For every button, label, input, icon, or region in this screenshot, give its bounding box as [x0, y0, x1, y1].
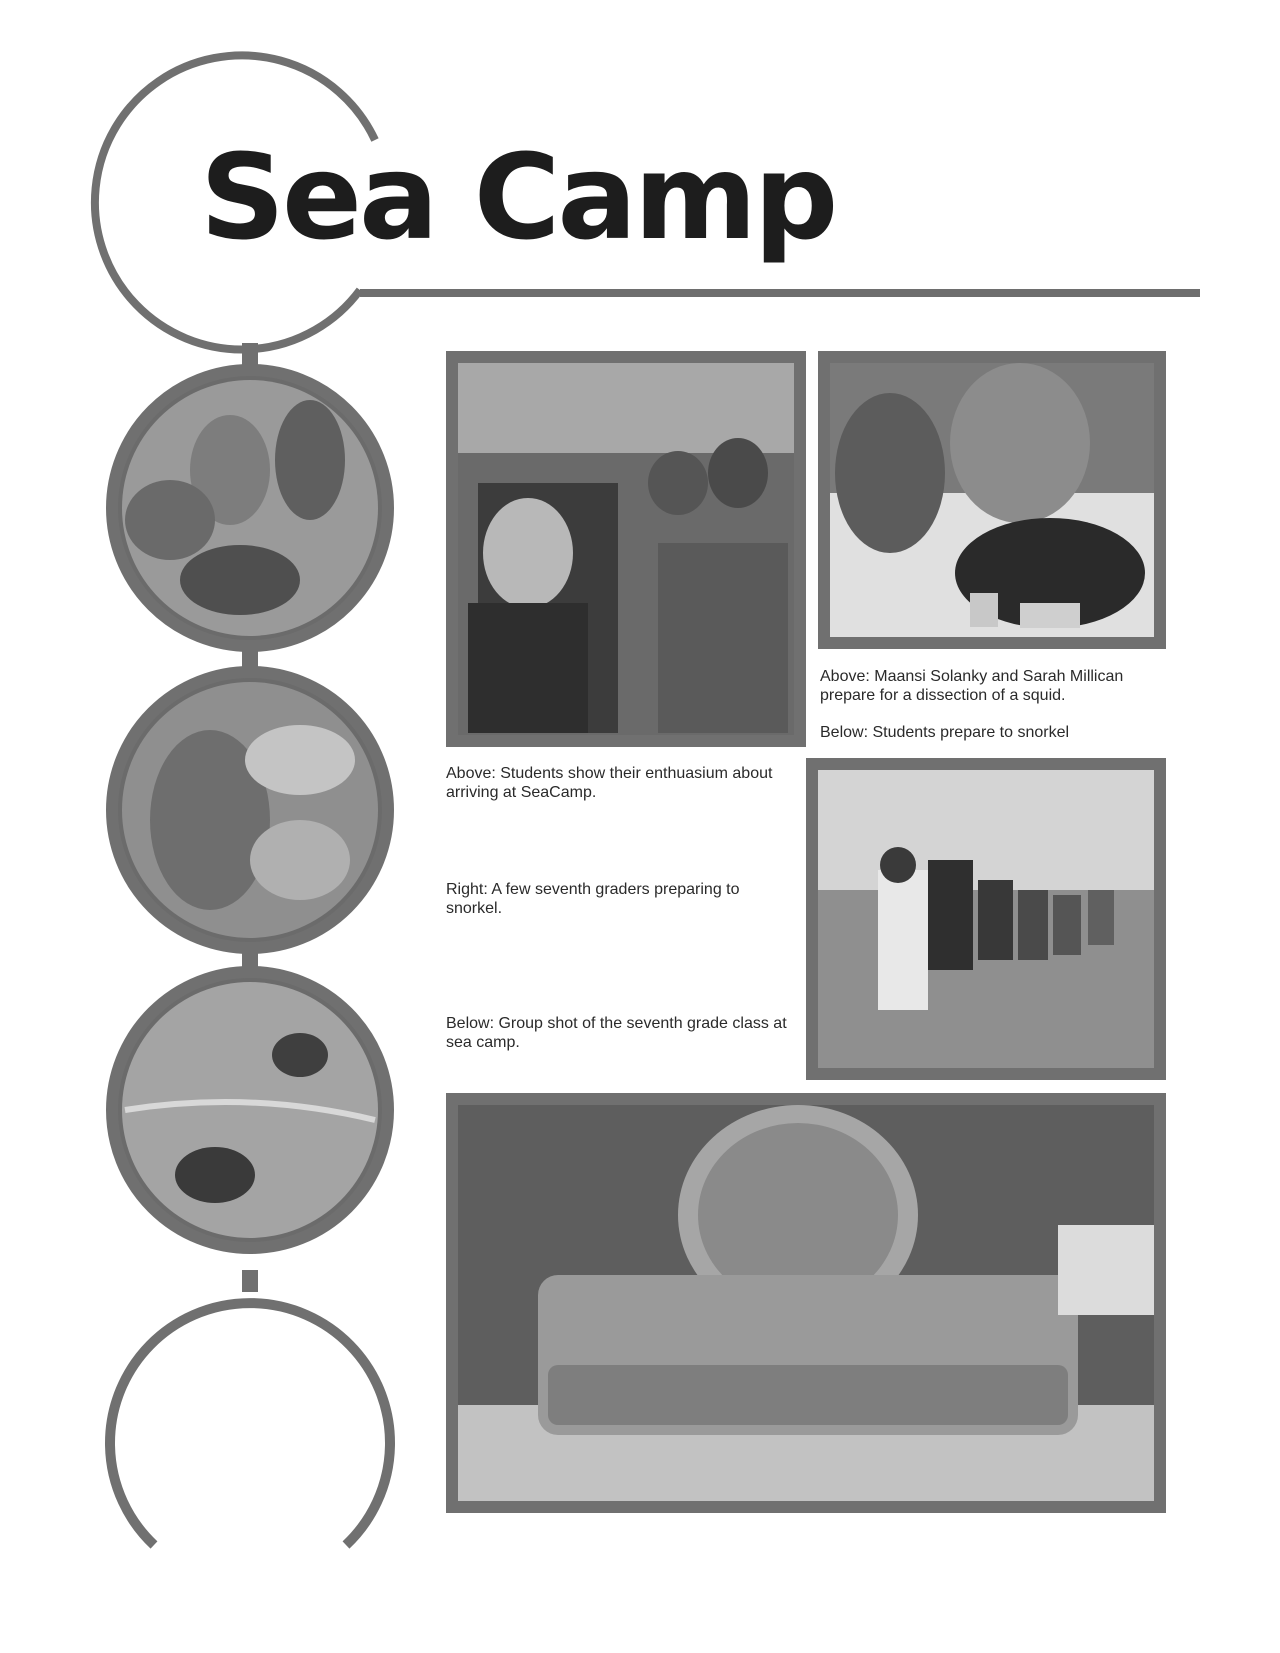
dissection-photo [818, 351, 1166, 649]
caption-group: Below: Group shot of the seventh grade class at sea camp. [446, 1015, 787, 1051]
empty-circle-frame-icon [110, 1303, 390, 1545]
snorkel-line-photo [806, 758, 1166, 1080]
chain-connector [242, 1270, 258, 1292]
caption-bus: Above: Students show their enthuasium about arriving at SeaCamp. [446, 765, 773, 801]
chain-connector [242, 343, 258, 365]
photo-squid-dissection-icon [830, 363, 1154, 637]
caption-right-snorkel: Right: A few seventh graders preparing to snorkel. [446, 881, 740, 917]
group-photo [446, 1093, 1166, 1513]
photo-students-wading-icon [818, 770, 1154, 1068]
photo-group-shot-icon [458, 1105, 1154, 1501]
page-title: Sea Camp [200, 128, 836, 266]
bus-photo [446, 351, 806, 747]
caption-snorkel-below: Below: Students prepare to snorkel [820, 724, 1070, 741]
photo-students-on-bus-icon [458, 363, 794, 735]
caption-dissection: Above: Maansi Solanky and Sarah Millican prepare for a dissection of a squid. [820, 668, 1124, 704]
title-rule [360, 289, 1200, 297]
